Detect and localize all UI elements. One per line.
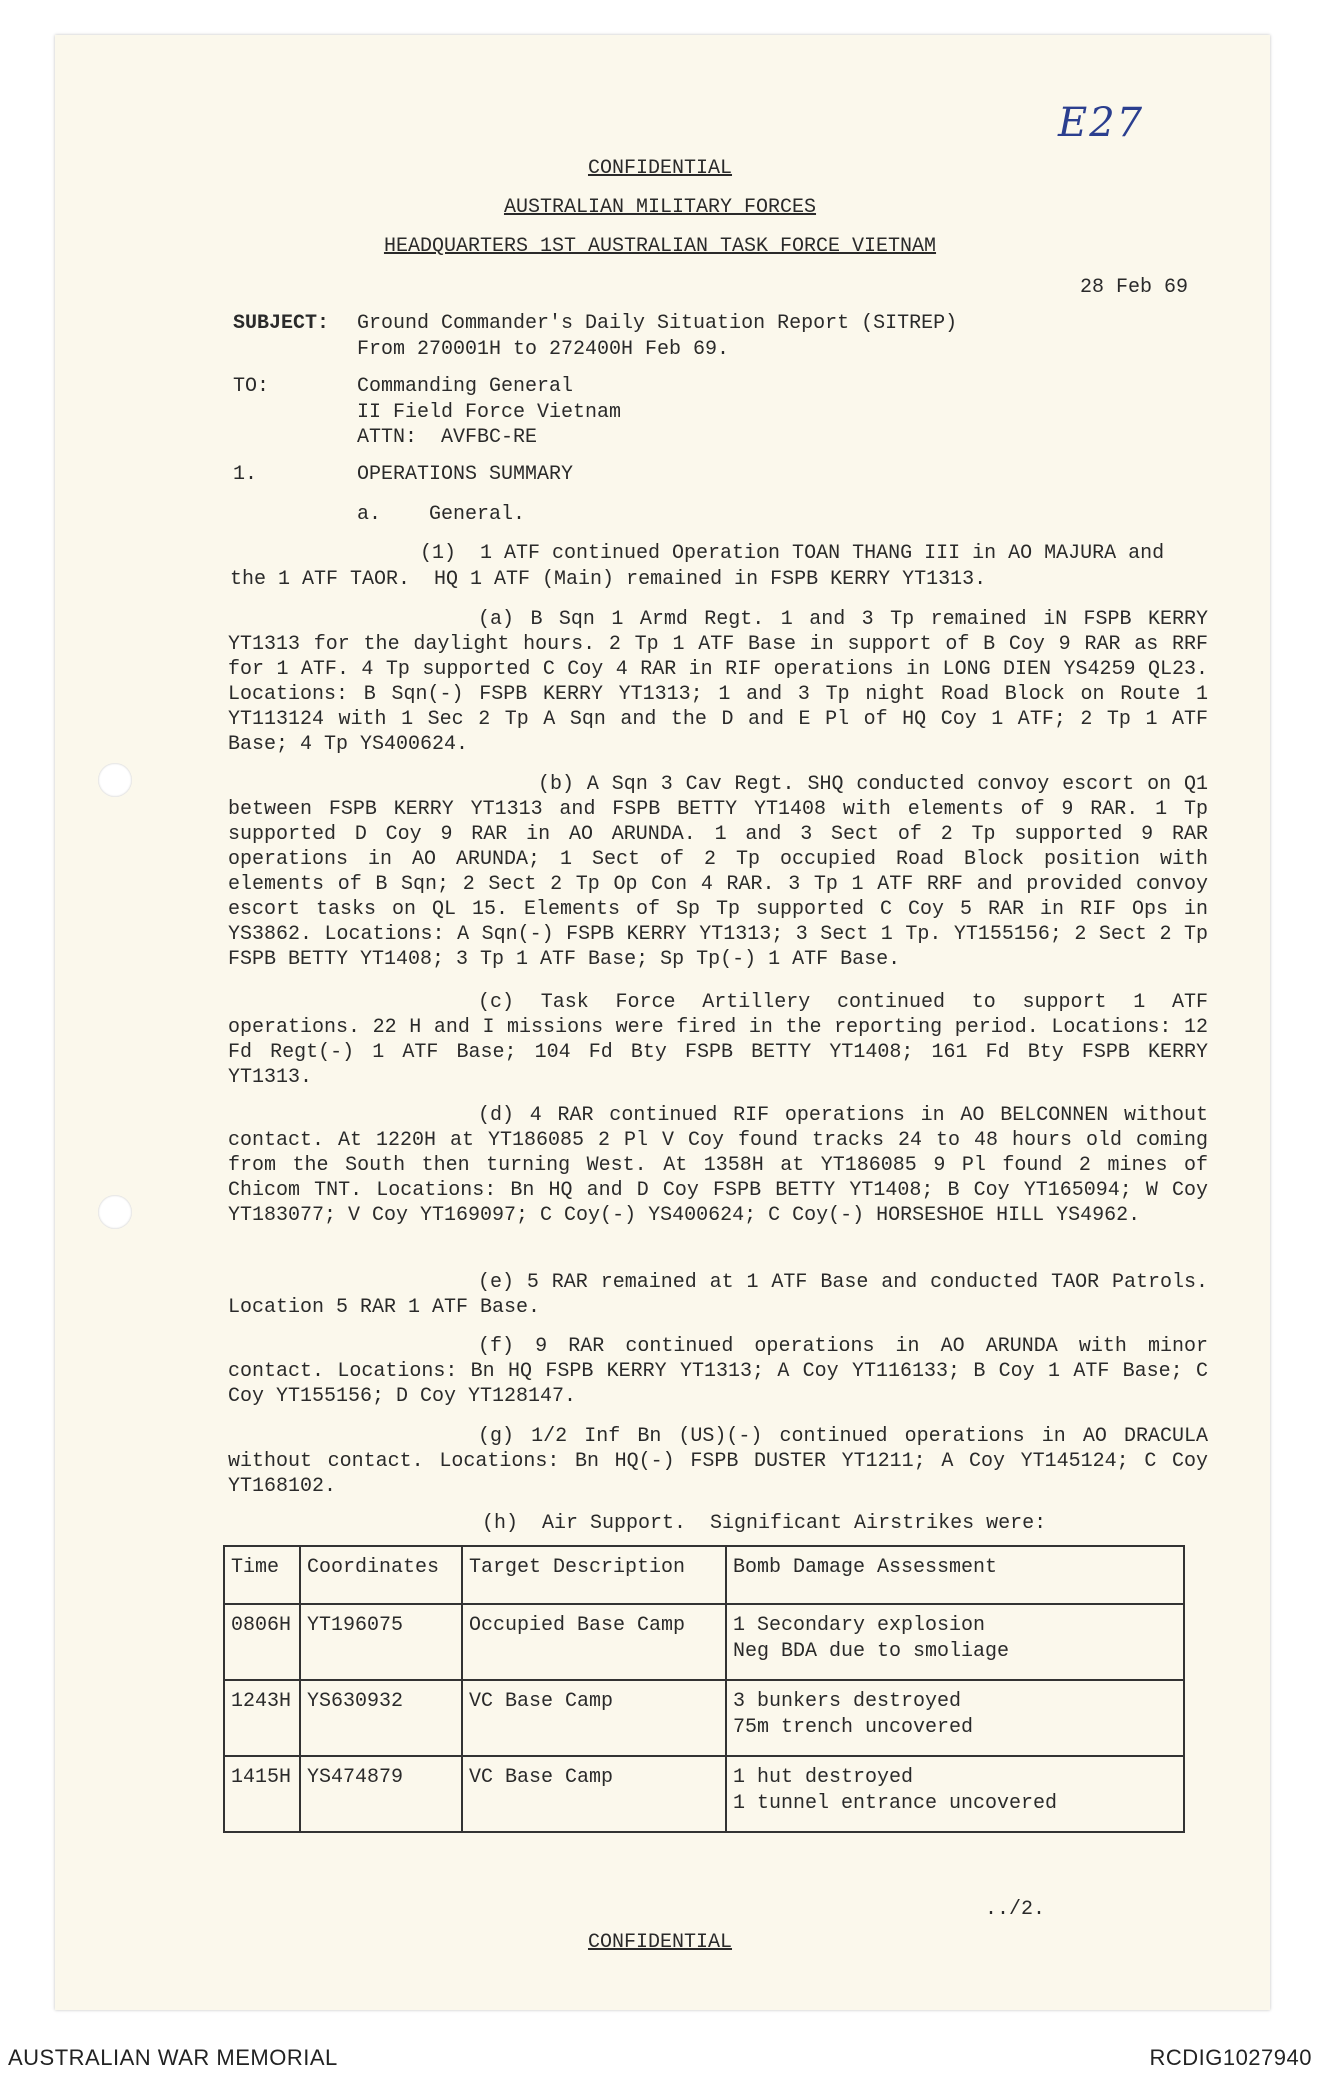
cell-coordinates: YS630932	[300, 1680, 462, 1756]
cell-time: 1415H	[224, 1756, 300, 1832]
to-line-1: Commanding General	[357, 375, 574, 398]
cell-target: VC Base Camp	[462, 1756, 726, 1832]
bda-line-1: 3 bunkers destroyed	[733, 1690, 962, 1713]
subject-line-1: Ground Commander's Daily Situation Report (SITREP)	[357, 312, 958, 335]
bda-line-1: 1 Secondary explosion	[733, 1614, 986, 1637]
bda-line-1: 1 hut destroyed	[733, 1766, 914, 1789]
cell-coordinates: YS474879	[300, 1756, 462, 1832]
column-header-coordinates: Coordinates	[300, 1546, 462, 1604]
column-header-bda: Bomb Damage Assessment	[726, 1546, 1184, 1604]
paragraph-g: (g) 1/2 Inf Bn (US)(-) continued operations in AO DRACULA without contact. Locations: Bn HQ(-) FSPB DUSTER YT1211; A Coy YT145124; C Coy YT168102.	[228, 1425, 1208, 1498]
handwritten-reference: E27	[1058, 100, 1145, 146]
paragraph-1-first-line: (1) 1 ATF continued Operation TOAN THANG III in AO MAJURA and	[420, 542, 1165, 565]
table-row	[224, 1756, 1184, 1832]
paragraph-1-second-line: the 1 ATF TAOR. HQ 1 ATF (Main) remained in FSPB KERRY YT1313.	[230, 568, 987, 591]
cell-coordinates: YT196075	[300, 1604, 462, 1680]
cell-target: VC Base Camp	[462, 1680, 726, 1756]
subject-line-2: From 270001H to 272400H Feb 69.	[357, 338, 730, 361]
subsection-a: a. General.	[357, 503, 526, 526]
cell-bda	[726, 1604, 1184, 1680]
to-line-2: II Field Force Vietnam	[357, 401, 622, 424]
to-label: TO:	[233, 375, 270, 398]
table-row	[224, 1604, 1184, 1680]
table-header-row	[224, 1546, 1184, 1604]
archive-credit: AUSTRALIAN WAR MEMORIAL	[8, 2045, 338, 2070]
paragraph-d: (d) 4 RAR continued RIF operations in AO BELCONNEN without contact. At 1220H at YT186085 2 Pl V Coy found tracks 24 to 48 hours old coming from the South then turning West. At 1358H at YT186085 9 Pl found 2 mines of Chicom TNT. Locations: Bn HQ and D Coy FSPB BETTY YT1408; B Coy YT165094; W Coy YT183077; V Coy YT169097; C Coy(-) YS400624; C Coy(-) HORSESHOE HILL YS4962.	[228, 1104, 1208, 1227]
cell-target: Occupied Base Camp	[462, 1604, 726, 1680]
cell-bda	[726, 1680, 1184, 1756]
bda-line-2: 1 tunnel entrance uncovered	[733, 1792, 1058, 1815]
organisation-line-2: HEADQUARTERS 1ST AUSTRALIAN TASK FORCE VIETNAM	[383, 235, 937, 258]
bda-line-2: 75m trench uncovered	[733, 1716, 974, 1739]
paragraph-a: (a) B Sqn 1 Armd Regt. 1 and 3 Tp remained iN FSPB KERRY YT1313 for the daylight hours. 2 Tp 1 ATF Base in support of B Coy 9 RAR as RRF for 1 ATF. 4 Tp supported C Coy 4 RAR in RIF operations in LONG DIEN YS4259 QL23. Locations: B Sqn(-) FSPB KERRY YT1313; 1 and 3 Tp night Road Block on Route 1 YT113124 with 1 Sec 2 Tp A Sqn and the D and E Pl of HQ Coy 1 ATF; 2 Tp 1 ATF Base; 4 Tp YS400624.	[228, 608, 1208, 756]
cell-time: 0806H	[224, 1604, 300, 1680]
cell-bda	[726, 1756, 1184, 1832]
section-number: 1.	[233, 463, 258, 486]
section-title: OPERATIONS SUMMARY	[357, 463, 574, 486]
punch-hole	[98, 763, 132, 797]
paragraph-f: (f) 9 RAR continued operations in AO ARUNDA with minor contact. Locations: Bn HQ FSPB KERRY YT1313; A Coy YT116133; B Coy 1 ATF Base; C Coy YT155156; D Coy YT128147.	[228, 1335, 1208, 1408]
classification-footer: CONFIDENTIAL	[587, 1931, 733, 1954]
subject-label: SUBJECT:	[233, 312, 330, 335]
page-continuation: ../2.	[985, 1898, 1046, 1921]
document-date: 28 Feb 69	[1080, 276, 1189, 299]
paragraph-c: (c) Task Force Artillery continued to support 1 ATF operations. 22 H and I missions were fired in the reporting period. Locations: 12 Fd Regt(-) 1 ATF Base; 104 Fd Bty FSPB BETTY YT1408; 161 Fd Bty FSPB KERRY YT1313.	[228, 991, 1208, 1089]
airstrikes-table	[223, 1545, 1185, 1833]
organisation-line-1: AUSTRALIAN MILITARY FORCES	[503, 196, 817, 219]
punch-hole	[98, 1195, 132, 1229]
paragraph-b: (b) A Sqn 3 Cav Regt. SHQ conducted convoy escort on Q1 between FSPB KERRY YT1313 and FSPB BETTY YT1408 with elements of 9 RAR. 1 Tp supported D Coy 9 RAR in AO ARUNDA. 1 and 3 Sect of 2 Tp supported 9 RAR operations in AO ARUNDA; 1 Sect of 2 Tp occupied Road Block position with elements of B Sqn; 2 Sect 2 Tp Op Con 4 RAR. 3 Tp 1 ATF RRF and provided convoy escort tasks on QL 15. Elements of Sp Tp supported C Coy 5 RAR in RIF Ops in YS3862. Locations: A Sqn(-) FSPB KERRY YT1313; 3 Sect 1 Tp. YT155156; 2 Sect 2 Tp FSPB BETTY YT1408; 3 Tp 1 ATF Base; Sp Tp(-) 1 ATF Base.	[228, 773, 1208, 971]
column-header-time: Time	[224, 1546, 300, 1604]
column-header-target: Target Description	[462, 1546, 726, 1604]
paragraph-e: (e) 5 RAR remained at 1 ATF Base and conducted TAOR Patrols. Location 5 RAR 1 ATF Base.	[228, 1271, 1208, 1319]
archive-reference: RCDIG1027940	[1149, 2045, 1312, 2070]
paragraph-h: (h) Air Support. Significant Airstrikes were:	[482, 1512, 1047, 1535]
table-row	[224, 1680, 1184, 1756]
cell-time: 1243H	[224, 1680, 300, 1756]
classification-header: CONFIDENTIAL	[587, 157, 733, 180]
bda-line-2: Neg BDA due to smoliage	[733, 1640, 1010, 1663]
to-line-3: ATTN: AVFBC-RE	[357, 426, 538, 449]
